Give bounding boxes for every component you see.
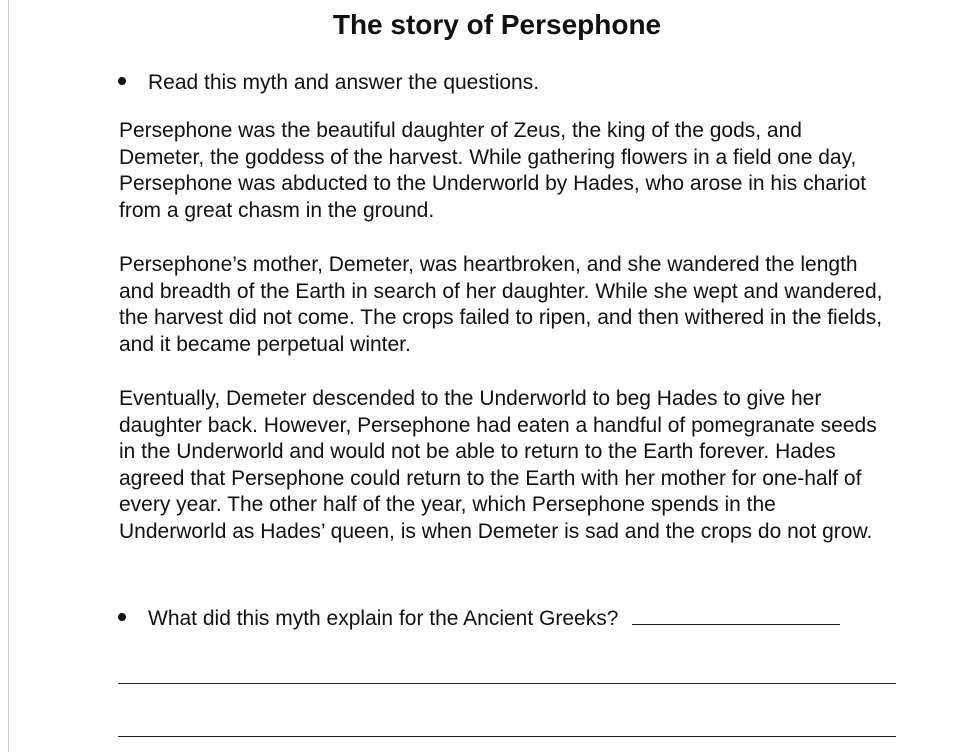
bullet-icon: [118, 77, 126, 85]
question-text: What did this myth explain for the Ancient Greeks?: [148, 607, 619, 630]
answer-line-2[interactable]: [118, 683, 896, 684]
bullet-icon: [118, 613, 126, 621]
story-paragraph-1: Persephone was the beautiful daughter of Zeus, the king of the gods, and Demeter, the goddess of the harvest. While gathering flowers in a field one day, Persephone was abducted to the Underworld by Hades, who arose in his chariot from a great chasm in the ground.: [119, 119, 867, 222]
question-bullet: [118, 606, 840, 632]
answer-line-3[interactable]: [118, 736, 896, 737]
story-paragraph-2: Persephone’s mother, Demeter, was heartbroken, and she wandered the length and breadth of the Earth in search of her daughter. While she wept and wandered, the harvest did not come. The crops failed to ripen, and then withered in the fields, and it became perpetual winter.: [119, 253, 883, 356]
story-paragraph-3: Eventually, Demeter descended to the Underworld to beg Hades to give her daughter back. However, Persephone had eaten a handful of pomegranate seeds in the Underworld and would not be able to return to the Earth forever. Hades agreed that Persephone could return to the Earth with her mother for one-half of every year. The other half of the year, which Persephone spends in the Underworld as Hades’ queen, is when Demeter is sad and the crops do not grow.: [119, 387, 877, 543]
instruction-text: Read this myth and answer the questions.: [148, 71, 540, 94]
page-title: The story of Persephone: [332, 9, 662, 40]
answer-line-inline[interactable]: [632, 606, 840, 625]
instruction-bullet: [118, 70, 539, 96]
